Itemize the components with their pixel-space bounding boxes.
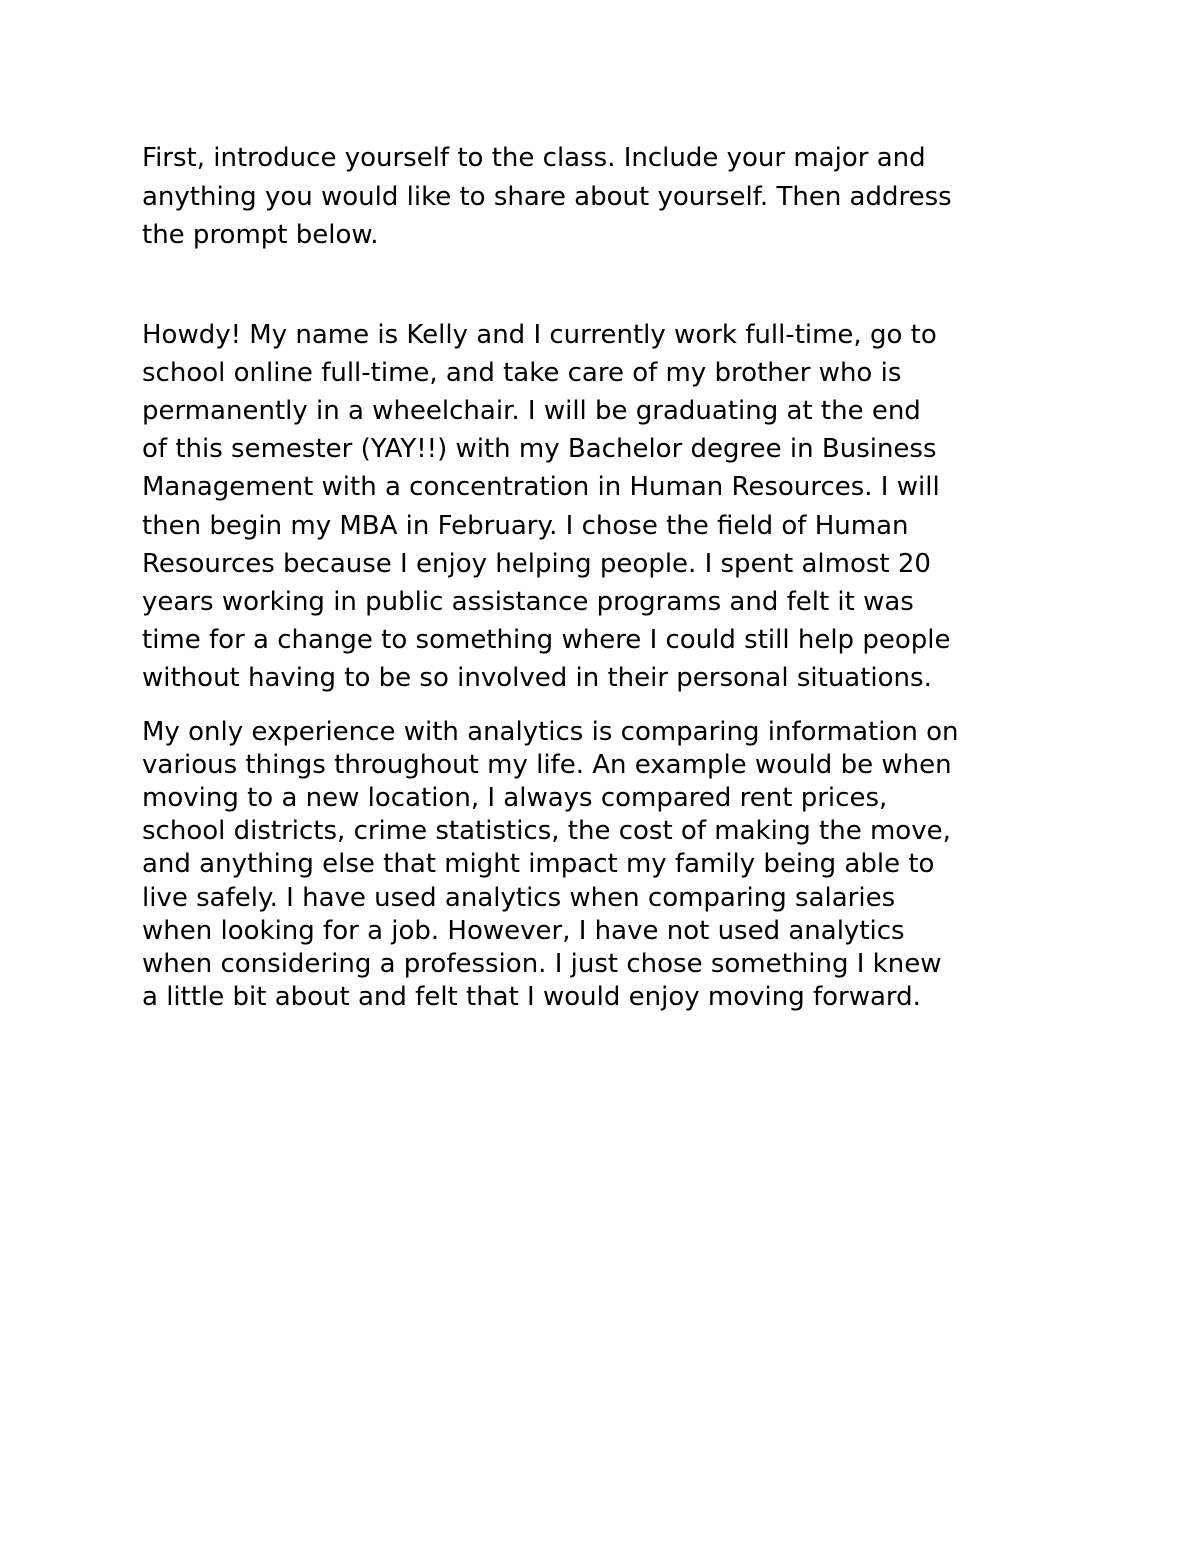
analytics-paragraph <box>142 716 1072 1015</box>
prompt-paragraph <box>142 139 1072 255</box>
text-line: and anything else that might impact my family being able to <box>142 849 935 880</box>
text-line: various things throughout my life. An example would be when <box>142 749 952 780</box>
text-line: school online full-time, and take care of my brother who is <box>142 357 902 388</box>
text-line: permanently in a wheelchair. I will be graduating at the end <box>142 395 921 426</box>
text-line: then begin my MBA in February. I chose the field of Human <box>142 510 909 541</box>
text-line: years working in public assistance programs and felt it was <box>142 586 914 617</box>
text-line: without having to be so involved in their personal situations. <box>142 663 932 694</box>
text-line: moving to a new location, I always compared rent prices, <box>142 782 888 813</box>
text-line: the prompt below. <box>142 220 379 250</box>
text-line: Management with a concentration in Human Resources. I will <box>142 472 940 503</box>
text-line: of this semester (YAY!!) with my Bachelor degree in Business <box>142 434 937 465</box>
text-line: a little bit about and felt that I would enjoy moving forward. <box>142 982 921 1013</box>
text-line: Resources because I enjoy helping people. I spent almost 20 <box>142 548 931 579</box>
introduction-paragraph <box>142 316 1072 698</box>
text-line: school districts, crime statistics, the cost of making the move, <box>142 816 951 847</box>
text-line: anything you would like to share about yourself. Then address <box>142 181 952 212</box>
text-line: Howdy! My name is Kelly and I currently work full-time, go to <box>142 319 937 350</box>
text-line: live safely. I have used analytics when comparing salaries <box>142 882 896 913</box>
text-line: First, introduce yourself to the class. Include your major and <box>142 143 926 173</box>
text-line: My only experience with analytics is comparing information on <box>142 716 959 747</box>
text-line: time for a change to something where I could still help people <box>142 625 951 656</box>
document-body <box>142 139 1072 1014</box>
text-line: when looking for a job. However, I have not used analytics <box>142 915 905 946</box>
text-line: when considering a profession. I just chose something I knew <box>142 948 942 979</box>
